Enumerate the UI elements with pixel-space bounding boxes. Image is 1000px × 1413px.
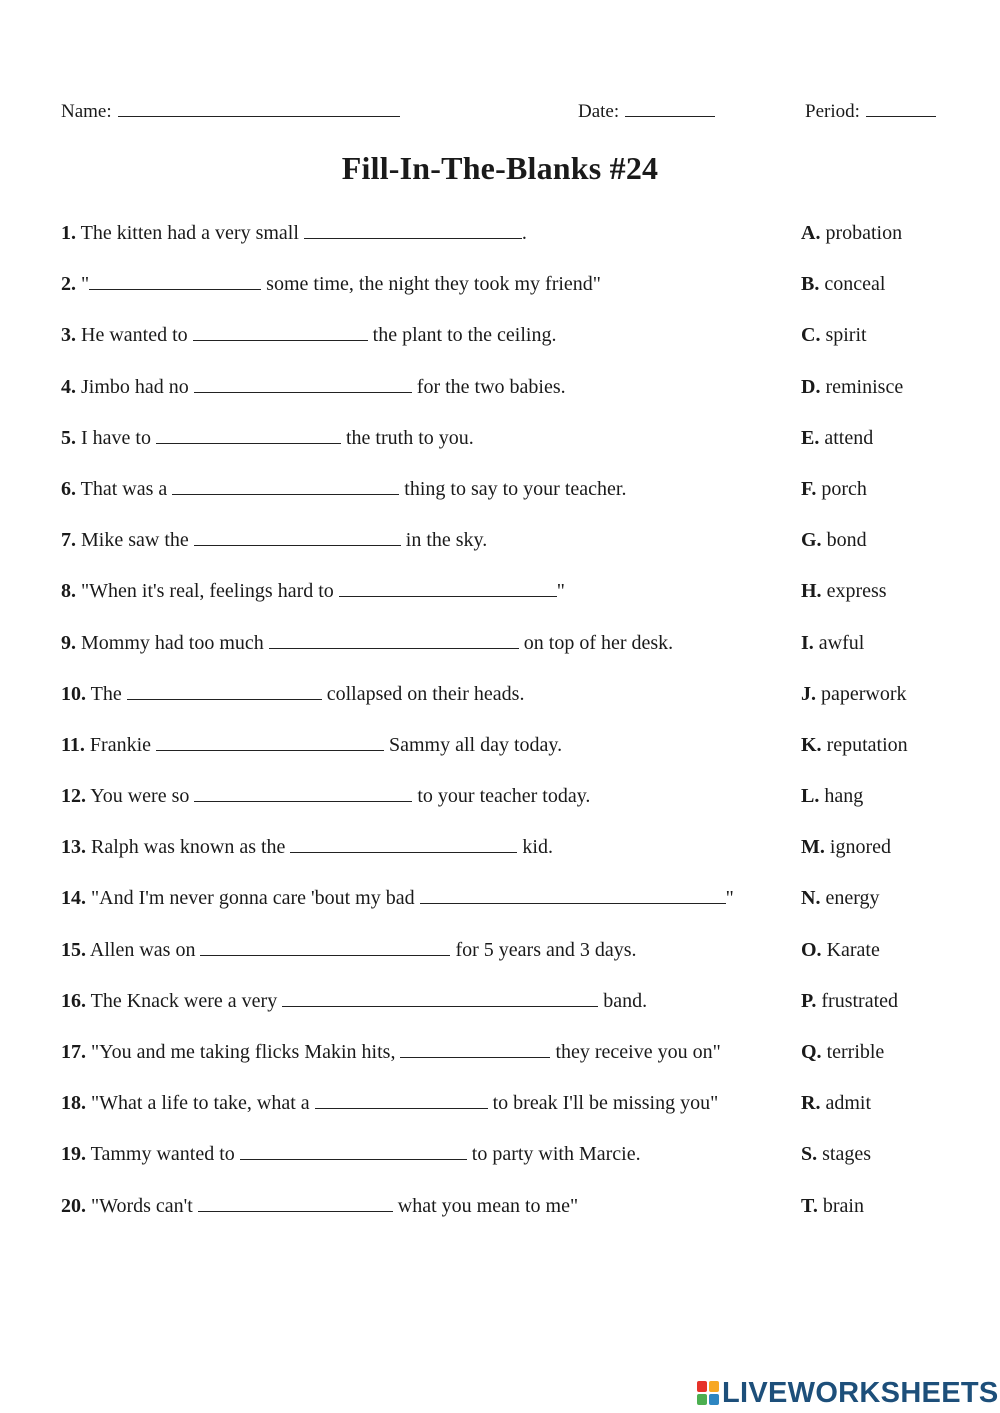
page-title: Fill-In-The-Blanks #24 (341, 150, 659, 186)
answer-blank[interactable] (193, 320, 368, 341)
answer-blank[interactable] (269, 628, 519, 649)
answer-option (801, 423, 991, 474)
answer-blank[interactable] (198, 1191, 393, 1212)
question-row (61, 628, 781, 679)
answer-word: reputation (826, 733, 908, 756)
question-text-before: You were so (90, 785, 190, 808)
question-text-after: on top of her desk. (523, 631, 674, 654)
question-row (61, 781, 781, 832)
answer-letter: G. (801, 529, 822, 552)
question-number: 10. (61, 682, 86, 705)
question-text-after: . (521, 222, 527, 244)
answer-option (801, 525, 991, 576)
answer-word: hang (824, 785, 864, 808)
question-text-before: Jimbo had no (81, 375, 189, 398)
answer-blank[interactable] (315, 1088, 488, 1109)
answer-option (801, 372, 991, 423)
answer-option (801, 832, 991, 883)
answer-word: express (826, 580, 887, 603)
name-field (61, 98, 400, 123)
liveworksheets-brand (697, 1377, 999, 1409)
answer-option (801, 576, 991, 627)
brand-text: LIVEWORKSHEETS (722, 1376, 999, 1409)
answer-blank[interactable] (127, 679, 322, 700)
answer-letter: F. (801, 477, 817, 500)
question-text-before: "What a life to take, what a (91, 1092, 310, 1115)
answer-option (801, 730, 991, 781)
question-text-before: "You and me taking flicks Makin hits, (91, 1041, 396, 1063)
answer-blank[interactable] (194, 372, 412, 393)
question-row (61, 474, 781, 525)
question-row (61, 269, 781, 320)
answer-option (801, 781, 991, 832)
question-text-after: what you mean to me" (397, 1194, 579, 1217)
question-row (61, 423, 781, 474)
question-row (61, 218, 781, 269)
question-row (61, 883, 781, 934)
question-text-after: to party with Marcie. (471, 1143, 641, 1166)
answer-letter: K. (801, 733, 822, 756)
question-row (61, 1139, 781, 1190)
question-text-after: to your teacher today. (417, 785, 591, 808)
answer-letter: S. (801, 1143, 818, 1166)
question-text-before: I have to (81, 426, 151, 449)
question-text-before: Mike saw the (81, 529, 189, 552)
answer-blank[interactable] (156, 423, 341, 444)
name-blank[interactable] (118, 98, 400, 117)
question-number: 5. (61, 426, 76, 449)
question-row (61, 576, 781, 627)
question-number: 6. (61, 477, 76, 500)
answer-blank[interactable] (200, 935, 450, 956)
answer-blank[interactable] (282, 986, 598, 1007)
question-row (61, 372, 781, 423)
answer-letter: J. (801, 682, 816, 705)
question-text-before: Ralph was known as the (91, 836, 286, 859)
question-text-after: Sammy all day today. (389, 733, 563, 756)
answer-word: energy (825, 887, 880, 910)
answer-option (801, 935, 991, 986)
question-row (61, 679, 781, 730)
answer-letter: H. (801, 580, 822, 603)
answer-word: brain (822, 1194, 864, 1217)
question-text-before: "Words can't (91, 1194, 193, 1217)
question-text-before: The kitten had a very small (80, 222, 299, 244)
question-row (61, 320, 781, 371)
question-row (61, 935, 781, 986)
answer-blank[interactable] (194, 781, 412, 802)
answer-letter: N. (801, 887, 821, 910)
answer-word: reminisce (825, 375, 904, 398)
period-blank[interactable] (866, 98, 936, 117)
question-text-before: "When it's real, feelings hard to (81, 580, 334, 603)
date-label: Date: (578, 101, 620, 122)
answer-letter: Q. (801, 1041, 822, 1063)
question-text-before: " (81, 273, 90, 296)
answer-word: terrible (826, 1041, 885, 1063)
question-row (61, 832, 781, 883)
question-number: 8. (61, 580, 76, 603)
question-text-before: He wanted to (81, 324, 188, 347)
question-text-before: That was a (80, 477, 168, 500)
answer-letter: B. (801, 273, 820, 296)
question-text-after: collapsed on their heads. (326, 682, 525, 705)
answer-word: awful (818, 631, 865, 654)
question-text-before: "And I'm never gonna care 'bout my bad (91, 887, 415, 910)
question-text-after: " (556, 580, 565, 603)
date-field (578, 98, 715, 123)
question-text-after: for the two babies. (416, 375, 566, 398)
question-text-after: some time, the night they took my friend" (266, 273, 601, 296)
question-row (61, 986, 781, 1037)
answer-word: Karate (826, 938, 880, 961)
question-number: 3. (61, 324, 76, 347)
answer-letter: O. (801, 938, 822, 961)
answer-word: ignored (829, 836, 891, 859)
question-number: 20. (61, 1194, 86, 1217)
answer-letter: T. (801, 1194, 818, 1217)
answer-letter: D. (801, 375, 821, 398)
question-text-after: for 5 years and 3 days. (455, 938, 637, 961)
question-text-before: Allen was on (89, 938, 196, 961)
question-text-after: " (725, 887, 734, 910)
answer-option (801, 1088, 991, 1139)
answer-option (801, 1191, 991, 1242)
period-field (805, 98, 936, 123)
answer-option (801, 986, 991, 1037)
liveworksheets-logo-icon (697, 1381, 719, 1405)
answer-option (801, 679, 991, 730)
question-text-after: to break I'll be missing you" (492, 1092, 719, 1115)
answer-word: frustrated (821, 989, 899, 1012)
answer-blank[interactable] (194, 525, 401, 546)
answer-option (801, 474, 991, 525)
answer-word: porch (821, 477, 867, 500)
answer-blank[interactable] (304, 218, 522, 239)
question-number: 16. (61, 989, 86, 1012)
question-number: 7. (61, 529, 76, 552)
date-blank[interactable] (625, 98, 715, 117)
answer-blank[interactable] (420, 883, 726, 904)
question-number: 9. (61, 631, 76, 654)
answer-word: bond (826, 529, 867, 552)
question-number: 14. (61, 887, 86, 910)
answer-word: admit (825, 1092, 871, 1115)
question-number: 11. (61, 733, 85, 756)
answer-option (801, 320, 991, 371)
answer-word: conceal (824, 273, 886, 296)
answer-word: attend (824, 426, 874, 449)
answer-bank (801, 218, 991, 1242)
answer-letter: P. (801, 989, 817, 1012)
answer-option (801, 1139, 991, 1190)
question-text-before: The Knack were a very (90, 989, 278, 1012)
answer-word: paperwork (821, 682, 907, 705)
answer-blank[interactable] (240, 1139, 467, 1160)
answer-word: spirit (825, 324, 867, 347)
question-text-after: the truth to you. (345, 426, 474, 449)
answer-option (801, 218, 991, 269)
question-number: 13. (61, 836, 86, 859)
question-row (61, 1191, 781, 1242)
question-number: 19. (61, 1143, 86, 1166)
question-text-after: in the sky. (405, 529, 488, 552)
answer-letter: A. (801, 222, 821, 244)
answer-blank[interactable] (400, 1037, 550, 1058)
answer-option (801, 269, 991, 320)
answer-blank[interactable] (156, 730, 384, 751)
answer-blank[interactable] (290, 832, 517, 853)
question-row (61, 730, 781, 781)
question-text-after: the plant to the ceiling. (372, 324, 557, 347)
answer-letter: M. (801, 836, 825, 859)
answer-blank[interactable] (172, 474, 399, 495)
question-number: 12. (61, 785, 86, 808)
question-text-after: thing to say to your teacher. (404, 477, 627, 500)
question-number: 17. (61, 1041, 86, 1063)
answer-blank[interactable] (89, 269, 261, 290)
answer-word: stages (822, 1143, 872, 1166)
question-number: 18. (61, 1092, 86, 1115)
question-number: 15. (61, 938, 86, 961)
question-text-before: The (90, 682, 122, 705)
question-text-before: Mommy had too much (81, 631, 264, 654)
question-text-after: band. (603, 989, 648, 1012)
answer-blank[interactable] (339, 576, 557, 597)
question-number: 2. (61, 273, 76, 296)
answer-option (801, 1037, 991, 1088)
answer-option (801, 628, 991, 679)
answer-letter: I. (801, 631, 814, 654)
question-text-after: they receive you on" (555, 1041, 721, 1063)
answer-letter: R. (801, 1092, 821, 1115)
answer-word: probation (825, 222, 903, 244)
answer-option (801, 883, 991, 934)
question-list (61, 218, 781, 1242)
question-text-after: kid. (522, 836, 553, 859)
worksheet-header (61, 98, 941, 124)
question-text-before: Frankie (89, 733, 151, 756)
name-label: Name: (61, 101, 112, 122)
question-text-before: Tammy wanted to (90, 1143, 235, 1166)
question-number: 4. (61, 375, 76, 398)
question-number: 1. (61, 222, 76, 244)
period-label: Period: (805, 101, 860, 122)
answer-letter: E. (801, 426, 820, 449)
question-row (61, 1037, 781, 1088)
question-row (61, 525, 781, 576)
question-row (61, 1088, 781, 1139)
answer-letter: C. (801, 324, 821, 347)
answer-letter: L. (801, 785, 820, 808)
